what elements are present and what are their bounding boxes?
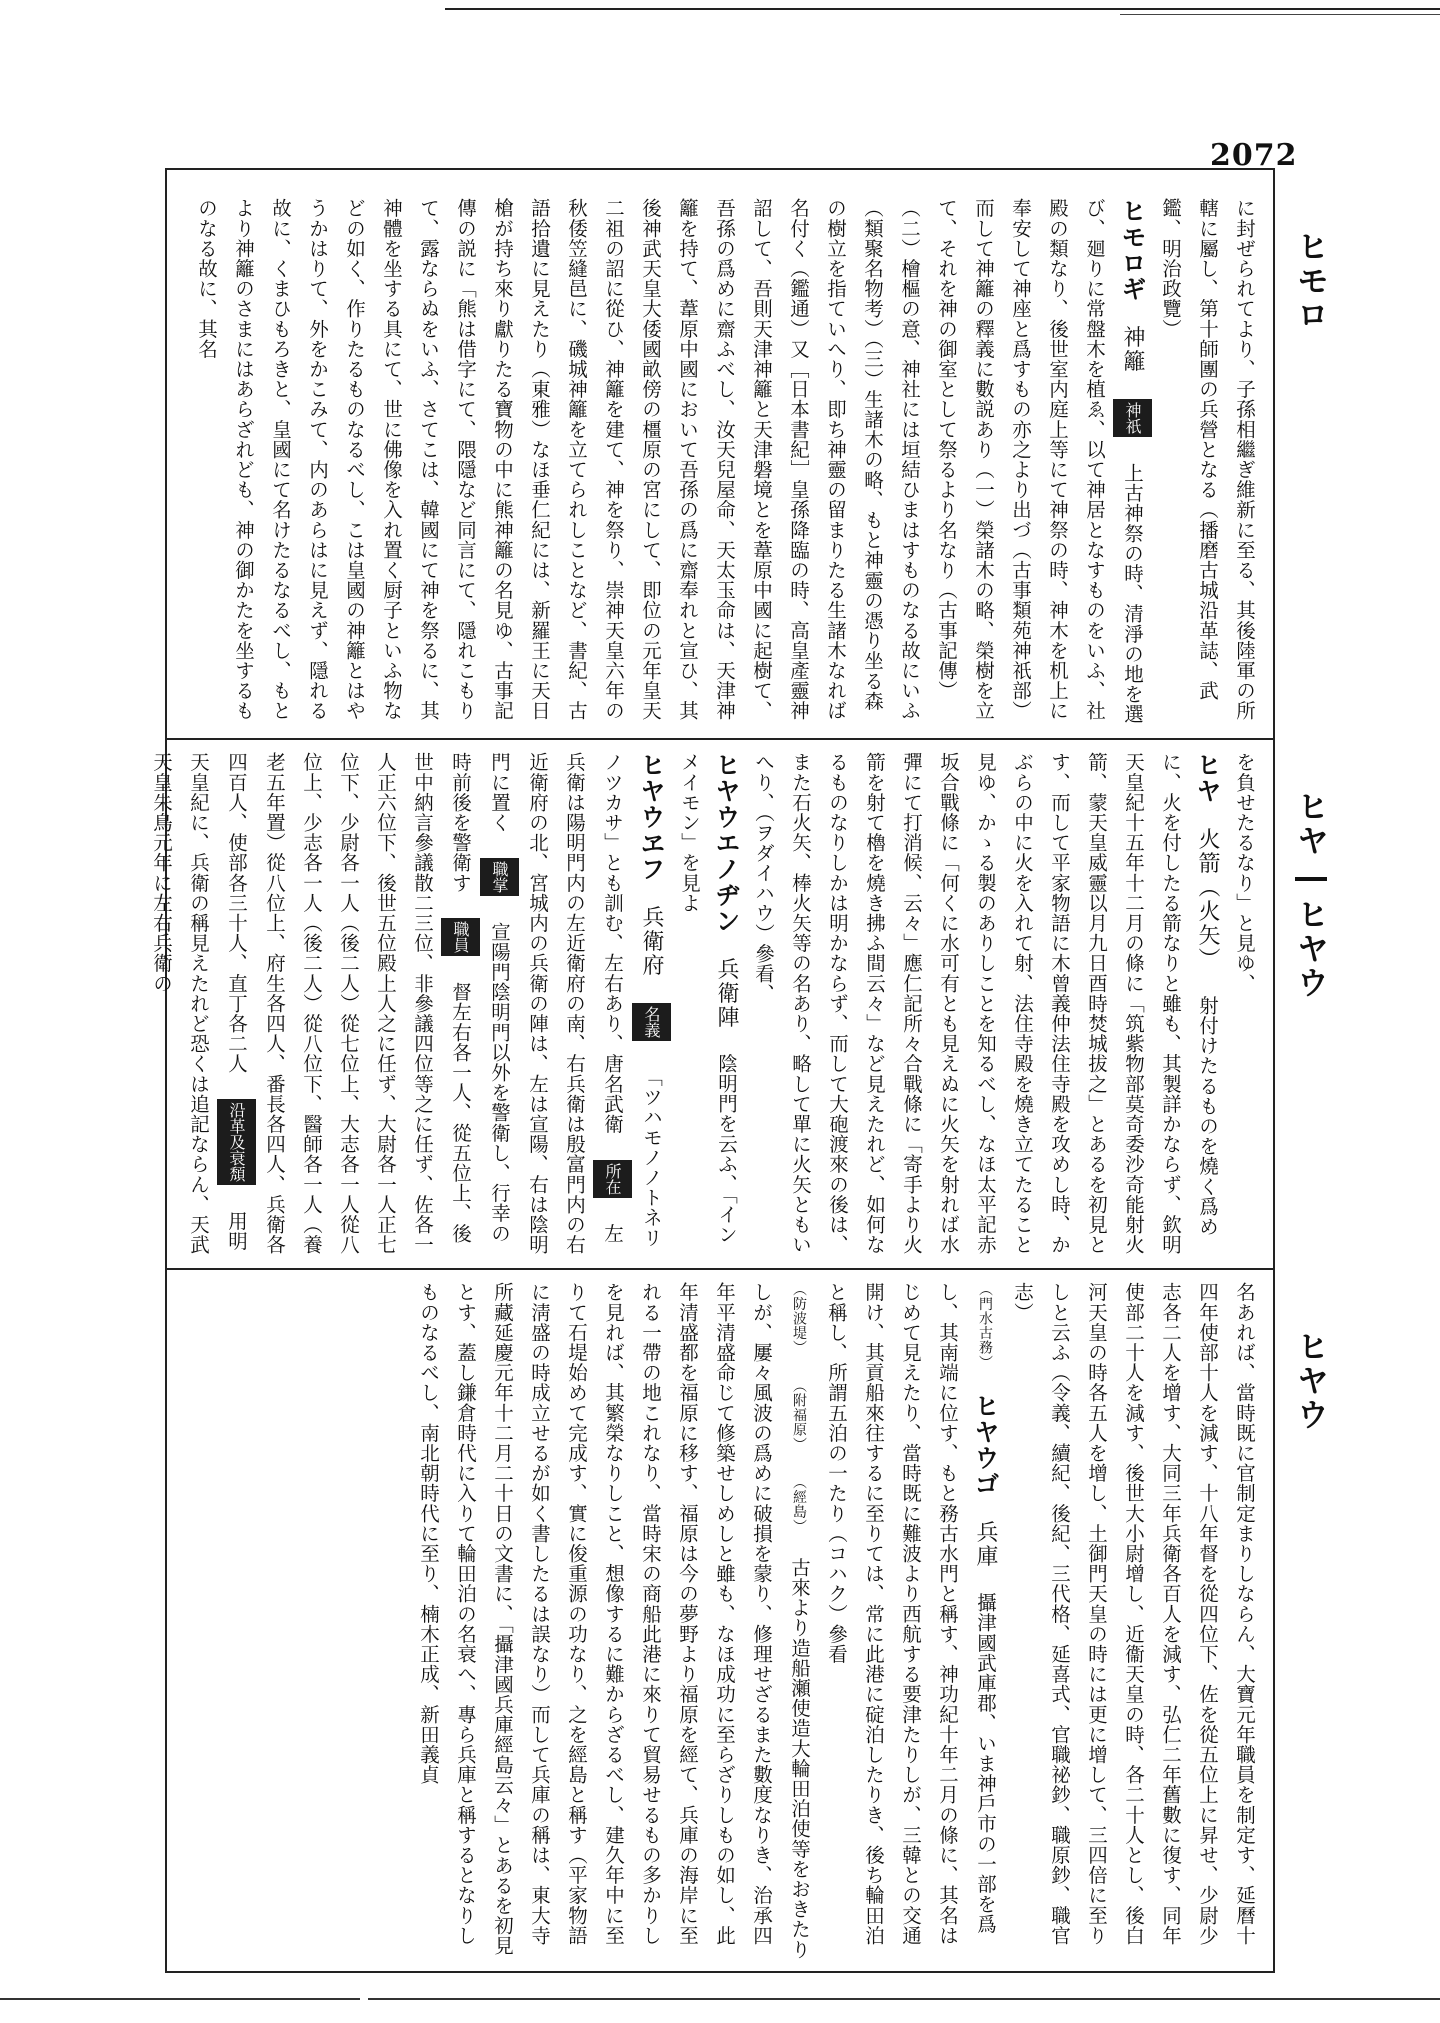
entry-body-hiyauefu-3: 宣陽門陰明門以外を警衛し、行幸の時前後を警衛す xyxy=(449,752,511,1244)
entry-title-hiyauenojin: 兵衛陣 xyxy=(714,957,739,1030)
category-tag-shingi: 神祇 xyxy=(1113,399,1152,437)
entry-heading-hiyauefu: ヒヤウヱフ xyxy=(637,752,666,882)
entry-body-hiyauefu-5: 用明天皇紀に、兵衛の稱見えたれど恐くは追記ならん、天武天皇朱鳥元年に左右兵衛の xyxy=(150,752,248,1255)
entry-body-hiyauenojin: 陰明門を云ふ、「インメイモン」を見よ xyxy=(678,752,738,1245)
entry-body-himorogi: 上古神祭の時、清淨の地を選び、廻りに常盤木を植ゑ、以て神居となすものをいふ、社殿の類なり、後世室内庭上等にて神祭の時、神木を机上に奉安して神座と爲すもの亦之より出づ（古事類苑神祇部）而して神籬の釋義に數説あり（一）榮諸木の略、榮樹を立て、それを神の御室として祭るより名なり（古事記傳）（二）檜樞の意、神社には垣結ひまはすものなる故にいふ（類聚名物考）（三）生諸木の略、もと神靈の憑り坐る森の樹立を指ていへり、即ち神靈の留まりたる生諸木なれば名付く（鑑通）又［日本書紀］皇孫降臨の時、高皇產靈神詔して、吾則天津神籬と天津磐境とを葦原中國に起樹て、吾孫の爲めに齋ふべし、汝天兒屋命、天太玉命は、天津神籬を持て、葦原中國において吾孫の爲に齋奉れと宣ひ、其後神武天皇大倭國畝傍の橿原の宮にして、即位の元年皇天二祖の詔に從ひ、神籬を建て、神を祭り、崇神天皇六年の秋倭笠縫邑に、磯城神籬を立てられしことなど、書紀、古語拾遺に見えたり（東雅）なほ垂仁紀には、新羅王に天日槍が持ち來り獻りたる寶物の中に熊神籬の名見ゆ、古事記傳の説に「熊は借字にて、隈隱など同言にて、隱れこもりて、露ならぬをいふ、さてこは、韓國にて神を祭るに、其神體を坐する具にて、世に佛像を入れ置く厨子といふ物などの如く、作りたるものなるべし、こは皇國の神籬とはやうかはりて、外をかこみて、内のあらはに見えず、隱れる故に、くまひもろきと、皇國にて名けたるなるべし、もとより神籬のさまにはあらざれども、神の御かたを坐するものなる故に、其名 xyxy=(195,198,1144,725)
entry-heading-himorogi: ヒモロギ xyxy=(1118,198,1147,302)
continuation-text-3: 名あれば、當時既に官制定まりしならん、大寶元年職員を制定す、延曆十四年使部十人を減す、十八年督を從四位下、佐を從五位上に昇せ、少尉少志各二人を增す、大同三年兵衛各百人を減す、弘仁二年舊數に復す、同年使部二十人を減す、後世大小尉增し、近衞天皇の時、各二十人とし、後白河天皇の時各五人を增し、土御門天皇の時には更に增して、三四倍に至りしと云ふ（令義、續紀、後紀、三代格、延喜式、官職祕鈔、職原鈔、職官志） xyxy=(1011,1282,1256,1946)
entry-body-hiyauefu-4: 督左右各一人、從五位上、後世中納言參議散二三位、非參議四位等之に任ず、佐各一人正六位下、後世五位殿上人之に任ず、大尉各一人正七位下、少尉各一人（後二人）從七位上、大志各一人從八位上、少志各一人（後二人）從八位下、醫師各一人（養老五年置）從八位上、府生各四人、番長各四人、兵衛各四百人、使部各三十人、直丁各二人 xyxy=(225,752,472,1255)
section-himorogi xyxy=(185,198,1263,726)
margin-note-fukuhara: （附福原） xyxy=(791,1378,807,1452)
entry-title-hiyaugo: 兵庫 xyxy=(973,1520,998,1569)
top-rule-secondary xyxy=(1120,14,1440,15)
entry-heading-hiyauenojin: ヒヤウエノヂン xyxy=(712,752,741,934)
entry-body-hiyaugo-2: 古來より造船瀬使造大輪田泊使等をおきたりしが、屢々風波の爲めに破損を蒙り、修理せざるまた數度なりき、治承四年平清盛命じて修築せしめしと雖も、なほ成功に至らざりしもの如し、此年清盛都を福原に移す、福原は今の夢野より福原を經て、兵庫の海岸に至れる一帶の地これなり、當時宋の商船此港に來りて貿易せるもの多かりしを見れば、其繁榮なりしこと、想像するに難からざるべし、建久年中に至りて石堤始めて完成す、實に俊重源の功なり、之を經島と稱す（平家物語に淸盛の時成立せるが如く書したるは誤なり）而して兵庫の稱は、東大寺所藏延慶元年十二月二十日の文書に、「攝津國兵庫經島云々」とあるを初見とす、蓋し鎌倉時代に入りて輪田泊の名衰へ、專ら兵庫と稱するとなりしものなるべし、南北朝時代に至り、楠木正成、新田義貞 xyxy=(417,1282,811,1960)
entry-heading-hiyaugo: ヒヤウゴ xyxy=(971,1393,1000,1498)
margin-note-kyojima: （經島） xyxy=(791,1475,807,1534)
entry-heading-hiya: ヒヤ xyxy=(1193,752,1222,804)
running-header-hiyau: ヒヤウ xyxy=(1292,1330,1330,1432)
section-divider-2 xyxy=(165,1268,1275,1270)
page-number: 2072 xyxy=(1210,138,1298,173)
bottom-rule xyxy=(0,1998,1440,2000)
entry-body-hiya: 射付けたるものを燒く爲めに、火を付したる箭なりと雖も、其製詳かならず、欽明天皇紀十五年十二月の條に「筑紫物部莫奇委沙奇能射火箭、蒙天皇威靈以月九日酉時焚城拔之」とあるを初見とす、而して平家物語に木曾義仲法住寺殿を攻めし時、かぶらの中に火を入れて射、法住寺殿を燒き立てたること見ゆ、かゝる製のありしことを知るべし、なほ太平記赤坂合戰條に「何くに水可有とも見えぬに火矢を射れば水彈にて打消候、云々」應仁記所々合戰條に「寄手より火箭を射て櫓を燒き拂ふ間云々」など見えたれど、如何なるものなりしかは明かならず、而して大砲渡來の後は、また石火矢、棒火矢等の名あり、略して單に火矢ともいへり、（ヲダイハウ）參看、 xyxy=(752,752,1219,1255)
section-hiyaugo xyxy=(185,1282,1263,1962)
continuation-text-2: を負せたるなり」と見ゆ、 xyxy=(1233,752,1256,994)
running-header-himoro: ヒモロ xyxy=(1292,230,1330,332)
section-divider-1 xyxy=(165,738,1275,740)
running-header-hiya-hiyau: ヒヤ―ヒヤウ xyxy=(1292,790,1330,1000)
entry-title-hiyauefu: 兵衛府 xyxy=(639,905,664,978)
subtag-shokuin: 職員 xyxy=(441,918,480,956)
entry-body-hiyauefu-1: 「ツハモノノトネリノツカサ」とも訓む、左右あり、唐名武衛 xyxy=(601,752,663,1248)
entry-title-hiya: 火箭（火矢） xyxy=(1195,827,1220,972)
continuation-text: に封ぜられてより、子孫相繼ぎ維新に至る、其後陸軍の所轄に屬し、第十師團の兵營となる（播磨古城沿革誌、武鑑、明治政覽） xyxy=(1159,198,1256,721)
margin-note-mukonominato: （門水古務） xyxy=(977,1282,993,1370)
entry-body-hiyauefu-2: 左兵衛は陽明門内の左近衛府の南、右兵衛は殷富門内の右近衛府の北、宮城内の兵衛の陣は、左は宣陽、右は陰明門に置く xyxy=(488,752,624,1255)
subtag-shozai: 所在 xyxy=(593,1160,632,1198)
subtag-shokusho: 職掌 xyxy=(480,858,519,896)
top-rule xyxy=(445,8,1440,10)
section-hiya xyxy=(150,752,1263,1257)
subtag-enkaku: 沿革及衰頽 xyxy=(217,1099,256,1185)
entry-body-hiyaugo-1: 攝津國武庫郡、いま神戶市の一部を爲し、其南端に位す、もと務古水門と稱す、神功紀十年二月の條に、其名はじめて見えたり、當時既に難波より西航する要津たりしが、三韓との交通開け、其貢船來往するに至りては、常に此港に碇泊したりき、後ち輪田泊と稱し、所謂五泊の一たり（コハク）參看 xyxy=(825,1282,997,1946)
margin-note-bohatei: （防波堤） xyxy=(791,1282,807,1355)
subtag-meigi: 名義 xyxy=(632,1003,671,1041)
bottom-rule-gap xyxy=(360,1990,368,2012)
entry-title-himorogi: 神籬 xyxy=(1120,325,1145,374)
